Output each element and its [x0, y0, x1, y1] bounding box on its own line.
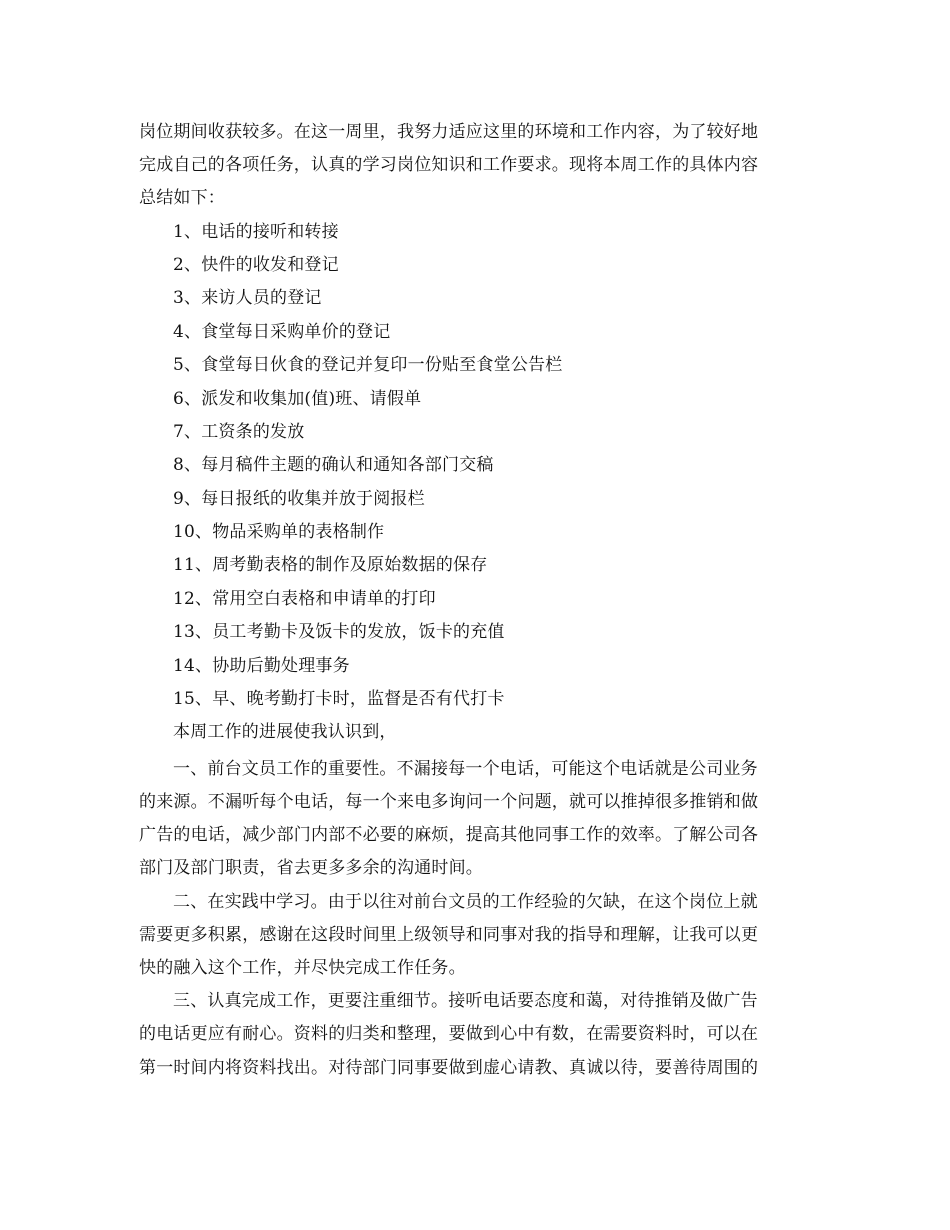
paragraph-line: 的来源。不漏听每个电话，每一个来电多询问一个问题，就可以推掉很多推销和做 [139, 792, 759, 812]
list-item: 9、每日报纸的收集并放于阅报栏 [173, 488, 425, 509]
paragraph-line: 二、在实践中学习。由于以往对前台文员的工作经验的欠缺，在这个岗位上就 [173, 891, 758, 912]
list-item: 5、食堂每日伙食的登记并复印一份贴至食堂公告栏 [173, 355, 563, 376]
paragraph-line: 需要更多积累，感谢在这段时间里上级领导和同事对我的指导和理解，让我可以更 [139, 924, 759, 945]
intro-line: 总结如下： [139, 188, 225, 209]
list-item: 3、来访人员的登记 [173, 288, 322, 309]
paragraph-line: 部门及部门职责，省去更多多余的沟通时间。 [139, 858, 483, 879]
list-item: 11、周考勤表格的制作及原始数据的保存 [173, 555, 488, 576]
intro-line: 岗位期间收获较多。在这一周里，我努力适应这里的环境和工作内容，为了较好地 [139, 122, 759, 142]
paragraph-line: 三、认真完成工作，更要注重细节。接听电话要态度和蔼，对待推销及做广告 [173, 991, 758, 1012]
paragraph-line: 的电话更应有耐心。资料的归类和整理，要做到心中有数，在需要资料时，可以在 [139, 1024, 759, 1045]
list-item: 6、派发和收集加(值)班、请假单 [173, 388, 422, 409]
task-list [139, 217, 814, 718]
list-item: 12、常用空白表格和申请单的打印 [173, 588, 436, 609]
list-item: 4、食堂每日采购单价的登记 [173, 321, 391, 342]
document-body [139, 117, 814, 1086]
paragraph-importance [139, 754, 814, 884]
realization-intro: 本周工作的进展使我认识到， [173, 722, 397, 743]
list-item: 7、工资条的发放 [173, 421, 305, 442]
paragraph-learning [139, 887, 814, 983]
list-item: 1、电话的接听和转接 [173, 221, 339, 242]
list-item: 13、员工考勤卡及饭卡的发放，饭卡的充值 [173, 622, 505, 643]
list-item: 14、协助后勤处理事务 [173, 655, 350, 676]
intro-line: 完成自己的各项任务，认真的学习岗位知识和工作要求。现将本周工作的具体内容 [139, 155, 759, 176]
intro-paragraph [139, 117, 814, 213]
list-item: 8、每月稿件主题的确认和通知各部门交稿 [173, 455, 494, 476]
paragraph-line: 快的融入这个工作，并尽快完成工作任务。 [139, 957, 466, 978]
paragraph-details [139, 986, 814, 1082]
list-item: 2、快件的收发和登记 [173, 254, 339, 275]
paragraph-line: 一、前台文员工作的重要性。不漏接每一个电话，可能这个电话就是公司业务 [173, 758, 758, 779]
paragraph-line: 第一时间内将资料找出。对待部门同事要做到虚心请教、真诚以待，要善待周围的 [139, 1057, 759, 1078]
list-item: 15、早、晚考勤打卡时，监督是否有代打卡 [173, 689, 505, 710]
paragraph-line: 广告的电话，减少部门内部不必要的麻烦，提高其他同事工作的效率。了解公司各 [139, 825, 759, 846]
list-item: 10、物品采购单的表格制作 [173, 522, 385, 543]
